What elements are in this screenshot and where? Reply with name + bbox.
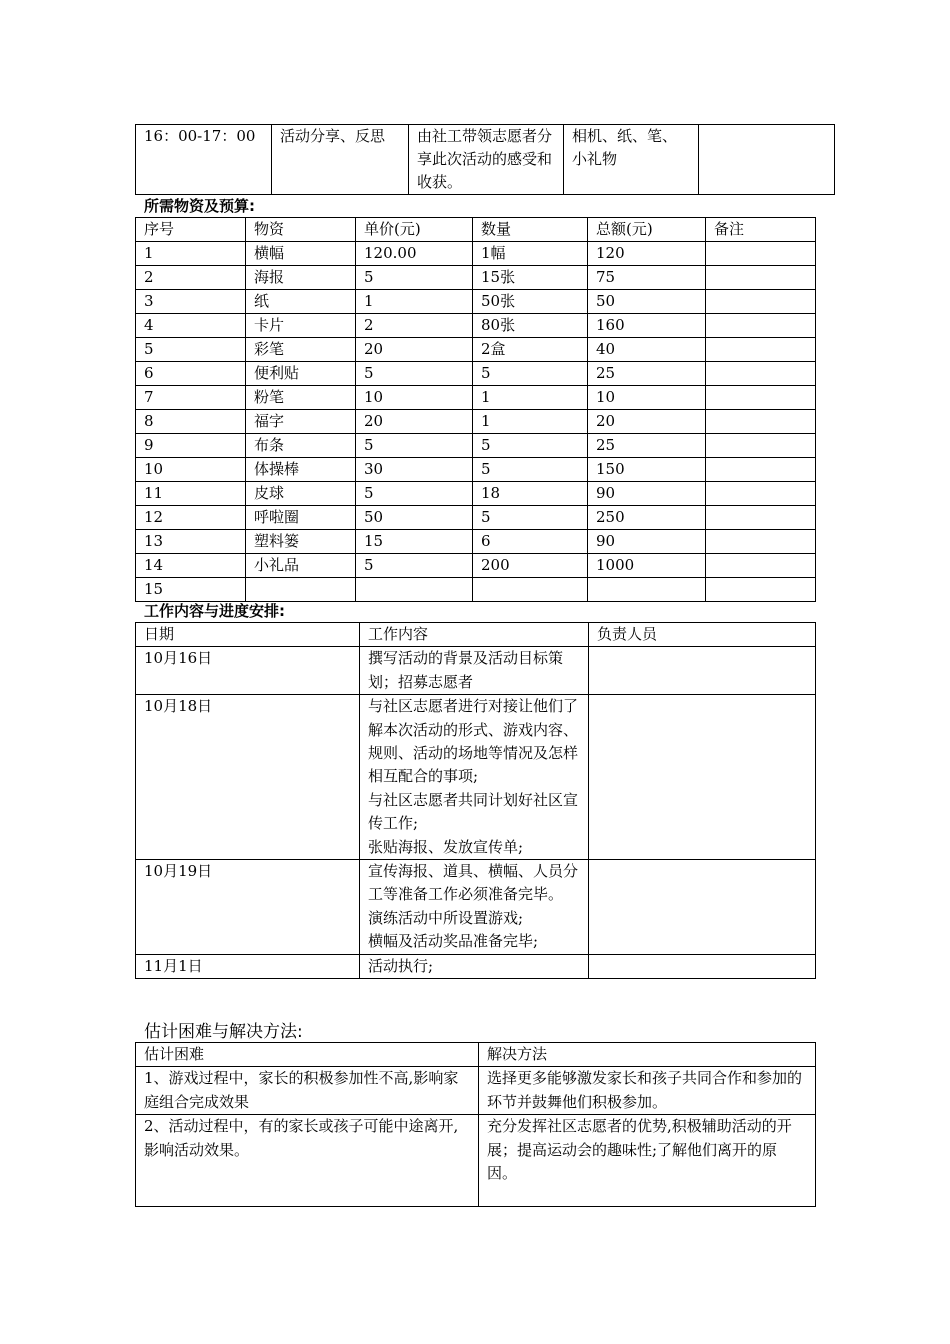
cell-note <box>706 458 816 482</box>
cell-date: 10月19日 <box>136 860 360 955</box>
table-row <box>136 506 816 530</box>
cell-problem: 1、游戏过程中，家长的积极参加性不高,影响家庭组合完成效果 <box>136 1067 479 1115</box>
cell-item: 彩笔 <box>246 338 356 362</box>
risks-section-title: 估计困难与解决方法: <box>144 1022 303 1042</box>
cell-person <box>589 647 816 695</box>
cell-solution: 充分发挥社区志愿者的优势,积极辅助活动的开展；提高运动会的趣味性;了解他们离开的原因。 <box>479 1115 816 1207</box>
table-row <box>136 1115 816 1207</box>
table-row <box>136 578 816 602</box>
table-row <box>136 410 816 434</box>
column-header: 数量 <box>473 218 588 242</box>
cell-person <box>589 860 816 955</box>
cell-note <box>706 362 816 386</box>
cell-total: 20 <box>588 410 706 434</box>
cell-work-content <box>360 954 589 978</box>
cell-total: 25 <box>588 434 706 458</box>
schedule-materials: 相机、纸、笔、小礼物 <box>564 125 699 195</box>
cell-unit-price: 30 <box>356 458 473 482</box>
cell-item: 粉笔 <box>246 386 356 410</box>
cell-unit-price: 1 <box>356 290 473 314</box>
budget-section-title: 所需物资及预算: <box>144 197 255 215</box>
cell-quantity: 50张 <box>473 290 588 314</box>
work-content-line: 演练活动中所设置游戏; <box>368 908 524 927</box>
cell-item: 塑料篓 <box>246 530 356 554</box>
cell-quantity: 1 <box>473 410 588 434</box>
cell-index: 14 <box>136 554 246 578</box>
work-content-line: 与社区志愿者进行对接让他们了解本次活动的形式、游戏内容、规则、活动的场地等情况及怎样相互配合的事项; <box>368 697 579 786</box>
cell-problem: 2、活动过程中，有的家长或孩子可能中途离开,影响活动效果。 <box>136 1115 479 1207</box>
cell-unit-price: 20 <box>356 410 473 434</box>
cell-index: 12 <box>136 506 246 530</box>
cell-index: 11 <box>136 482 246 506</box>
table-row <box>136 458 816 482</box>
cell-note <box>706 434 816 458</box>
cell-item: 呼啦圈 <box>246 506 356 530</box>
cell-note <box>706 554 816 578</box>
cell-total: 120 <box>588 242 706 266</box>
cell-item: 便利贴 <box>246 362 356 386</box>
cell-note <box>706 506 816 530</box>
cell-total: 90 <box>588 530 706 554</box>
cell-item: 布条 <box>246 434 356 458</box>
cell-unit-price: 20 <box>356 338 473 362</box>
cell-quantity: 6 <box>473 530 588 554</box>
table-row <box>136 482 816 506</box>
table-row <box>136 1067 816 1115</box>
column-header: 日期 <box>136 623 360 647</box>
cell-note <box>706 386 816 410</box>
cell-person <box>589 954 816 978</box>
cell-index: 4 <box>136 314 246 338</box>
table-header-row <box>136 1043 816 1067</box>
column-header: 单价(元) <box>356 218 473 242</box>
table-row <box>136 386 816 410</box>
cell-item: 纸 <box>246 290 356 314</box>
cell-quantity: 200 <box>473 554 588 578</box>
cell-index: 1 <box>136 242 246 266</box>
cell-unit-price: 2 <box>356 314 473 338</box>
column-header: 工作内容 <box>360 623 589 647</box>
cell-item: 横幅 <box>246 242 356 266</box>
cell-person <box>589 695 816 860</box>
cell-note <box>706 314 816 338</box>
cell-date: 11月1日 <box>136 954 360 978</box>
schedule-content: 由社工带领志愿者分享此次活动的感受和收获。 <box>409 125 564 195</box>
work-content-line: 横幅及活动奖品准备完毕; <box>368 932 539 951</box>
table-row <box>136 338 816 362</box>
cell-index: 2 <box>136 266 246 290</box>
column-header: 解决方法 <box>479 1043 816 1067</box>
work-content-line: 张贴海报、发放宣传单; <box>368 837 524 856</box>
cell-index: 13 <box>136 530 246 554</box>
work-content-line: 宣传海报、道具、横幅、人员分工等准备工作必须准备完毕。 <box>368 862 579 904</box>
cell-quantity: 5 <box>473 506 588 530</box>
work-section-title: 工作内容与进度安排: <box>144 602 285 620</box>
cell-item: 小礼品 <box>246 554 356 578</box>
cell-total: 40 <box>588 338 706 362</box>
table-row <box>136 314 816 338</box>
cell-item: 皮球 <box>246 482 356 506</box>
cell-unit-price: 5 <box>356 266 473 290</box>
cell-unit-price <box>356 578 473 602</box>
cell-quantity: 18 <box>473 482 588 506</box>
cell-total: 25 <box>588 362 706 386</box>
cell-total: 1000 <box>588 554 706 578</box>
cell-note <box>706 242 816 266</box>
cell-total: 75 <box>588 266 706 290</box>
table-row <box>136 434 816 458</box>
cell-note <box>706 578 816 602</box>
cell-total: 50 <box>588 290 706 314</box>
table-row <box>136 125 835 195</box>
column-header: 序号 <box>136 218 246 242</box>
table-row <box>136 362 816 386</box>
cell-work-content <box>360 695 589 860</box>
cell-index: 3 <box>136 290 246 314</box>
cell-unit-price: 5 <box>356 554 473 578</box>
cell-date: 10月16日 <box>136 647 360 695</box>
cell-work-content <box>360 860 589 955</box>
risks-table <box>135 1042 816 1207</box>
cell-item: 卡片 <box>246 314 356 338</box>
cell-total: 160 <box>588 314 706 338</box>
table-row <box>136 242 816 266</box>
schedule-time: 16：00-17：00 <box>136 125 272 195</box>
work-content-line: 与社区志愿者共同计划好社区宣传工作; <box>368 790 579 833</box>
cell-quantity: 80张 <box>473 314 588 338</box>
cell-unit-price: 5 <box>356 434 473 458</box>
work-content-line: 撰写活动的背景及活动目标策划；招募志愿者 <box>368 649 564 691</box>
cell-quantity: 1幅 <box>473 242 588 266</box>
cell-index: 15 <box>136 578 246 602</box>
schedule-note <box>699 125 835 195</box>
schedule-activity: 活动分享、反思 <box>272 125 409 195</box>
cell-unit-price: 5 <box>356 362 473 386</box>
table-row <box>136 266 816 290</box>
cell-unit-price: 120.00 <box>356 242 473 266</box>
cell-quantity: 15张 <box>473 266 588 290</box>
cell-quantity: 1 <box>473 386 588 410</box>
cell-index: 8 <box>136 410 246 434</box>
cell-note <box>706 266 816 290</box>
cell-index: 6 <box>136 362 246 386</box>
cell-total: 250 <box>588 506 706 530</box>
cell-quantity: 2盒 <box>473 338 588 362</box>
cell-item: 海报 <box>246 266 356 290</box>
column-header: 估计困难 <box>136 1043 479 1067</box>
table-row <box>136 290 816 314</box>
cell-item: 福字 <box>246 410 356 434</box>
cell-note <box>706 410 816 434</box>
cell-index: 5 <box>136 338 246 362</box>
column-header: 物资 <box>246 218 356 242</box>
column-header: 备注 <box>706 218 816 242</box>
cell-index: 10 <box>136 458 246 482</box>
cell-quantity <box>473 578 588 602</box>
column-header: 负责人员 <box>589 623 816 647</box>
cell-quantity: 5 <box>473 458 588 482</box>
table-row <box>136 554 816 578</box>
cell-unit-price: 10 <box>356 386 473 410</box>
cell-quantity: 5 <box>473 362 588 386</box>
cell-unit-price: 5 <box>356 482 473 506</box>
cell-quantity: 5 <box>473 434 588 458</box>
cell-total: 150 <box>588 458 706 482</box>
cell-item <box>246 578 356 602</box>
table-header-row <box>136 218 816 242</box>
column-header: 总额(元) <box>588 218 706 242</box>
cell-work-content <box>360 647 589 695</box>
table-row <box>136 530 816 554</box>
table-row <box>136 695 816 860</box>
table-row <box>136 647 816 695</box>
work-schedule-table <box>135 622 816 979</box>
table-row <box>136 954 816 978</box>
cell-date: 10月18日 <box>136 695 360 860</box>
cell-unit-price: 15 <box>356 530 473 554</box>
cell-index: 7 <box>136 386 246 410</box>
cell-note <box>706 338 816 362</box>
cell-note <box>706 482 816 506</box>
table-header-row <box>136 623 816 647</box>
schedule-table <box>135 124 835 195</box>
cell-total <box>588 578 706 602</box>
work-content-line: 活动执行; <box>368 956 434 975</box>
table-row <box>136 860 816 955</box>
cell-unit-price: 50 <box>356 506 473 530</box>
cell-index: 9 <box>136 434 246 458</box>
cell-note <box>706 530 816 554</box>
cell-solution: 选择更多能够激发家长和孩子共同合作和参加的环节并鼓舞他们积极参加。 <box>479 1067 816 1115</box>
cell-item: 体操棒 <box>246 458 356 482</box>
cell-note <box>706 290 816 314</box>
cell-total: 10 <box>588 386 706 410</box>
budget-table <box>135 217 816 602</box>
cell-total: 90 <box>588 482 706 506</box>
